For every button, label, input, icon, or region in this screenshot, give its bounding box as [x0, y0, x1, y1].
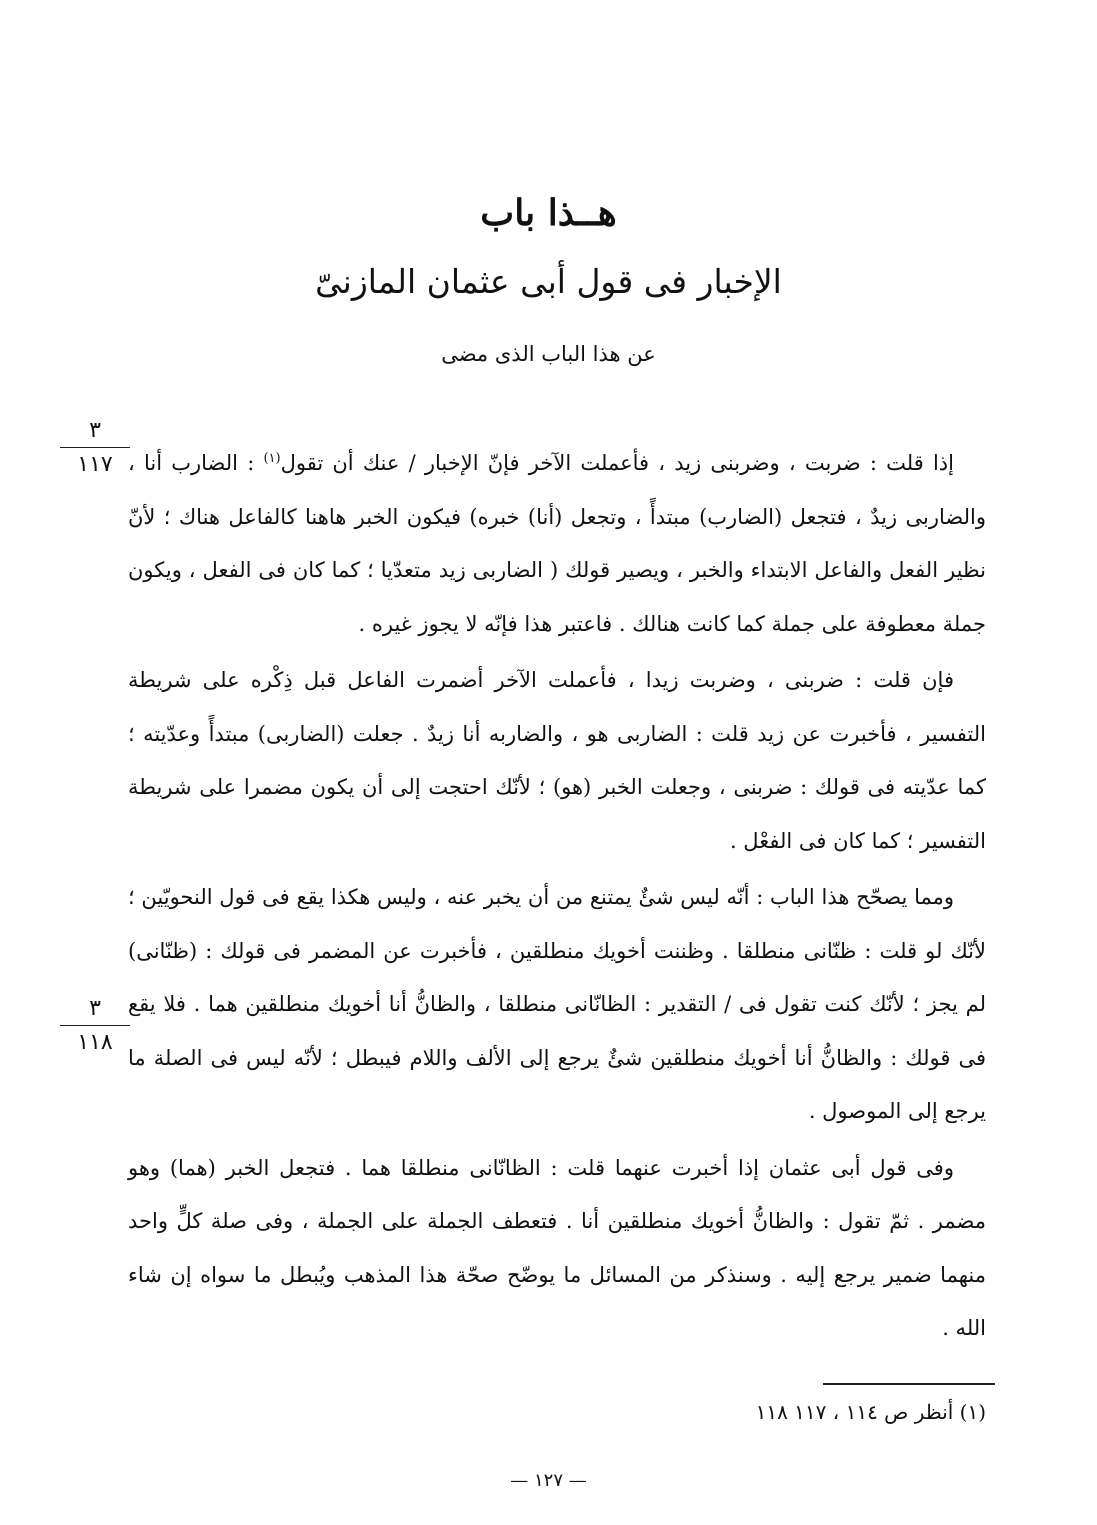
page-number: — ١٢٧ —: [510, 1470, 587, 1491]
margin-ref-page: ١١٨: [77, 1030, 113, 1055]
margin-ref-divider: [60, 447, 130, 448]
body-text: [128, 432, 986, 1359]
paragraph-1: [128, 432, 986, 651]
margin-ref-volume: ٣: [89, 418, 101, 443]
margin-ref-divider: [60, 1025, 130, 1026]
chapter-subtitle: الإخبار فى قول أبى عثمان المازنىّ: [315, 262, 782, 301]
chapter-title: هــذا باب: [480, 192, 617, 234]
margin-ref-page: ١١٧: [77, 452, 113, 477]
paragraph-3: [128, 871, 986, 1139]
margin-reference-1: [60, 418, 130, 478]
paragraph-text: إذا قلت : ضربت ، وضربنى زيد ، فأعملت الآخر فإنّ الإخبار / عنك أن تقول: [280, 451, 954, 475]
paragraph-text: : الضارب أنا ، والضاربى زيدٌ ، فتجعل (الضارب) مبتدأً ، وتجعل (أنا) خبره) فيكون الخبر هاهنا كالفاعل هناك ؛ لأنّ نظير الفعل والفاعل الابتداء والخبر ، ويصير قولك ( الضاربى زيد متعدّيا ؛ كما كان فى الفعل ، ويكون جملة معطوفة على جملة كما كانت هنالك . فاعتبر هذا فإنّه لا يجوز غيره .: [128, 451, 986, 636]
footnote-divider: [823, 1383, 995, 1385]
footnote-marker: (١): [263, 451, 281, 466]
paragraph-text: وفى قول أبى عثمان إذا أخبرت عنهما قلت : الظانّانى منطلقا هما . فتجعل الخبر (هما) وهو مضمر . ثمّ تقول : والظانُّ أخويك منطلقين أنا . فتعطف الجملة على الجملة ، وفى صلة كلٍّ واحد منهما ضمير يرجع إليه . وسنذكر من المسائل ما يوضّح صحّة هذا المذهب ويُبطل ما سواه إن شاء الله .: [128, 1155, 986, 1340]
margin-ref-volume: ٣: [89, 996, 101, 1021]
chapter-caption: عن هذا الباب الذى مضى: [441, 342, 656, 366]
paragraph-2: [128, 654, 986, 868]
margin-reference-2: [60, 996, 130, 1056]
footnote: (١) أنظر ص ١١٤ ، ١١٧ ١١٨: [755, 1400, 986, 1424]
paragraph-4: [128, 1142, 986, 1356]
paragraph-text: فإن قلت : ضربنى ، وضربت زيدا ، فأعملت الآخر أضمرت الفاعل قبل ذِكْره على شريطة التفسير ، فأخبرت عن زيد قلت : الضاربى هو ، والضاربه أنا زيدٌ . جعلت (الضاربى) مبتدأً وعدّيته ؛ كما عدّيته فى قولك : ضربنى ، وجعلت الخبر (هو) ؛ لأنّك احتجت إلى أن يكون مضمرا على شريطة التفسير ؛ كما كان فى الفعْل .: [128, 668, 986, 853]
paragraph-text: ومما يصحّح هذا الباب : أنّه ليس شئٌ يمتنع من أن يخبر عنه ، وليس هكذا يقع فى قول النحويّين ؛ لأنّك لو قلت : ظنّانى منطلقا . وظننت أخويك منطلقين ، فأخبرت عن المضمر فى قولك : (ظنّانى) لم يجز ؛ لأنّك كنت تقول فى / التقدير : الظانّانى منطلقا ، والظانُّ أنا أخويك منطلقين هما . فلا يقع فى قولك : والظانُّ أنا أخويك منطلقين شئٌ يرجع إلى الألف واللام فيبطل ؛ لأنّه ليس فى الصلة ما يرجع إلى الموصول .: [128, 885, 986, 1123]
